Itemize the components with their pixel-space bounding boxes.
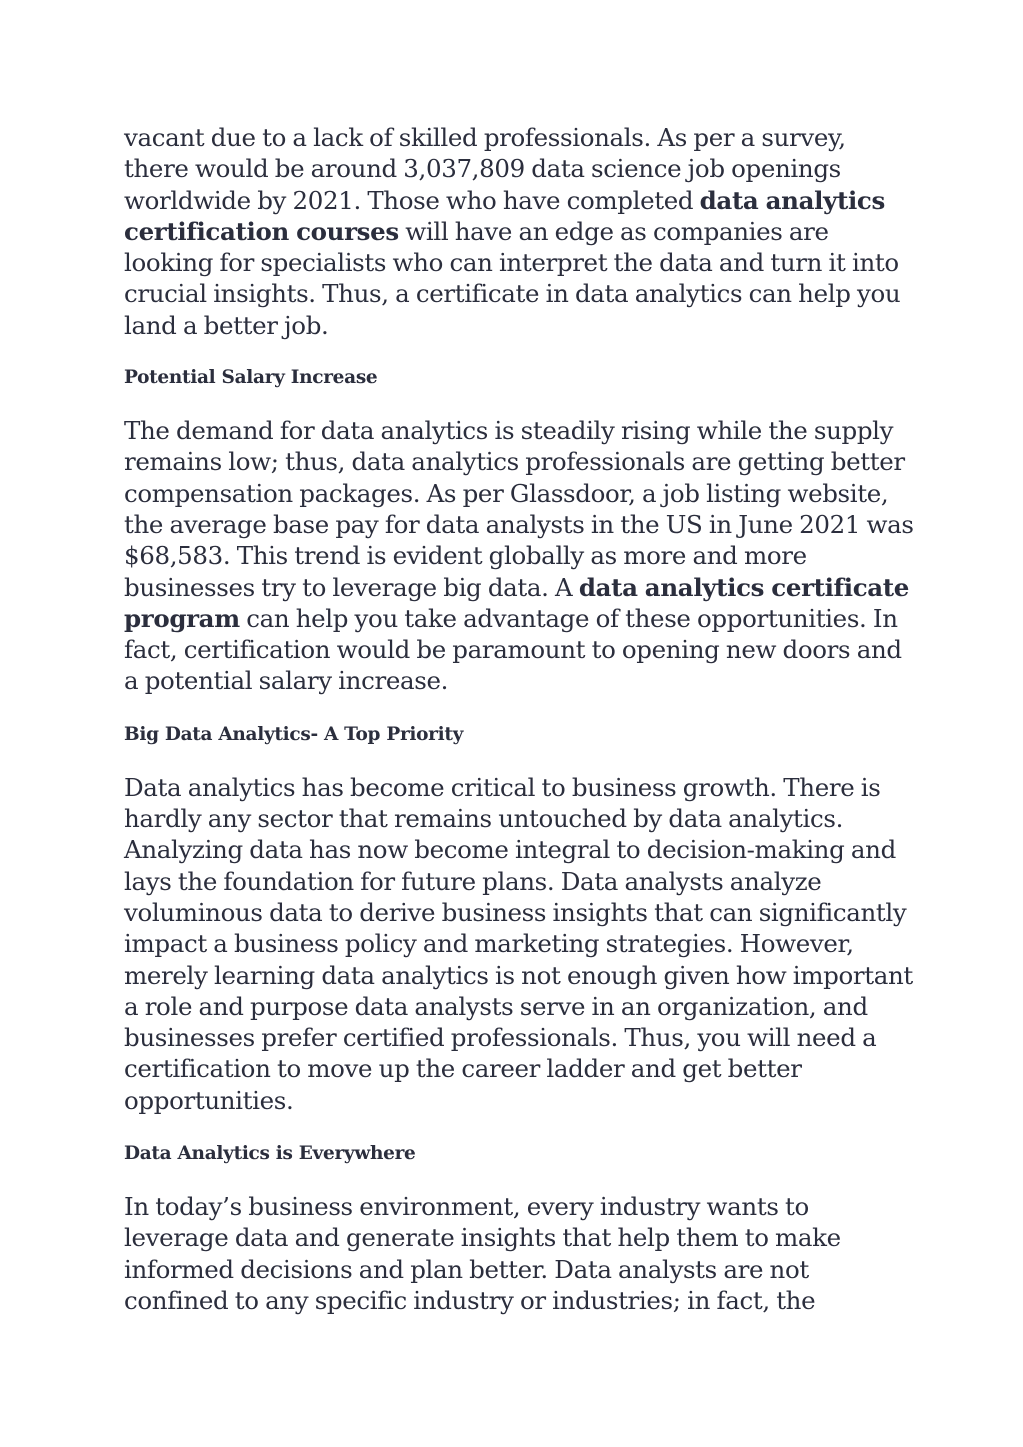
- heading-data-analytics-everywhere: Data Analytics is Everywhere: [124, 1143, 416, 1165]
- paragraph-salary: [124, 415, 914, 697]
- bold-phrase-certification-courses: data analytics certification courses: [124, 185, 885, 246]
- heading-big-data-top-priority: Big Data Analytics- A Top Priority: [124, 723, 464, 745]
- paragraph-big-data: Data analytics has become critical to business growth. There is hardly any sector that remains untouched by data analytics. Analyzing data has now become integral to decision-making and lays the foundation for future plans. Data analysts analyze voluminous data to derive business insights that can significantly impact a business policy and marketing strategies. However, merely learning data analytics is not enough given how important a role and purpose data analysts serve in an organization, and businesses prefer certified professionals. Thus, you will need a certification to move up the career ladder and get better opportunities.: [124, 772, 913, 1115]
- paragraph-text: will have an edge as companies are looking for specialists who can interpret the data and turn it into crucial insights. Thus, a certificate in data analytics can help you land a better job.: [124, 216, 901, 340]
- heading-potential-salary-increase: Potential Salary Increase: [124, 367, 378, 389]
- paragraph-text: vacant due to a lack of skilled professionals. As per a survey, there would be around 3,037,809 data science job openings worldwide by 2021. Those who have completed: [124, 123, 846, 215]
- document-page: [124, 122, 914, 1316]
- paragraph-everywhere: In today’s business environment, every industry wants to leverage data and generate insights that help them to make informed decisions and plan better. Data analysts are not confined to any specific industry or industries; in fact, the: [124, 1192, 841, 1315]
- paragraph-text: The demand for data analytics is steadily rising while the supply remains low; thus, data analytics professionals are getting better compensation packages. As per Glassdoor, a job listing website, the average base pay for data analysts in the US in June 2021 was $68,583. This trend is evident globally as more and more businesses try to leverage big data. A: [124, 416, 914, 602]
- paragraph-text: can help you take advantage of these opportunities. In fact, certification would be paramount to opening new doors and a potential salary increase.: [124, 603, 902, 696]
- paragraph-job-openings: [124, 122, 914, 341]
- bold-phrase-certificate-program: data analytics certificate program: [124, 572, 910, 633]
